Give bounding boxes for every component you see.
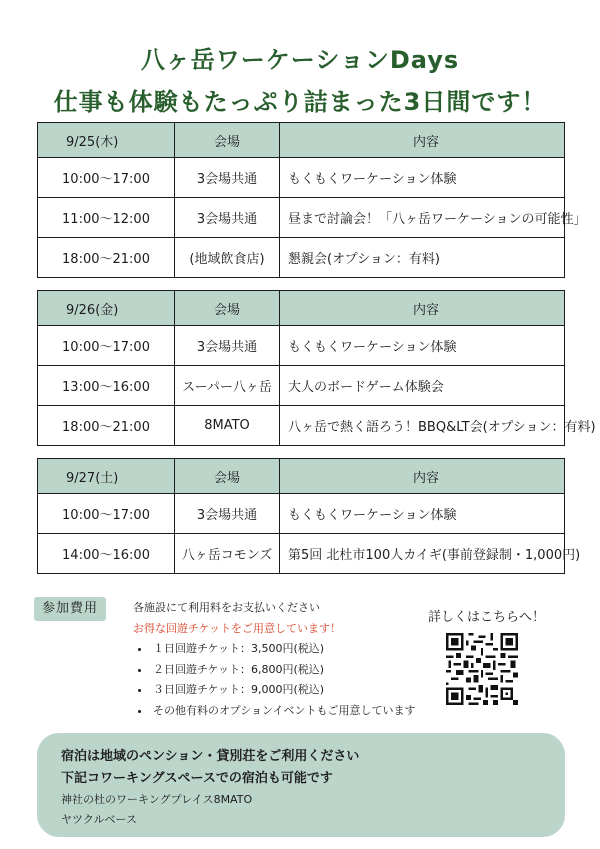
lodging-subheading: 下記コワーキングスペースでの宿泊も可能です	[61, 771, 333, 786]
content-header: 内容	[280, 291, 565, 326]
content-cell: 八ヶ岳で熱く語ろう！BBQ&LT会(オプション：有料)	[280, 406, 565, 446]
table-row	[38, 406, 565, 446]
time-cell: 10:00〜17:00	[38, 158, 175, 198]
schedule-table-day3	[37, 458, 581, 574]
content-cell: 懇親会(オプション：有料)	[280, 238, 565, 278]
fee-payment-note: 各施設にて利用料をお支払いください	[133, 601, 320, 614]
content-cell: もくもくワーケーション体験	[280, 158, 565, 198]
venue-cell: 3会場共通	[175, 158, 280, 198]
time-cell: 10:00〜17:00	[38, 326, 175, 366]
venue-header: 会場	[175, 459, 280, 494]
venue-header: 会場	[175, 123, 280, 158]
content-cell: もくもくワーケーション体験	[280, 494, 565, 534]
fee-ticket-note: お得な回遊チケットをご用意しています！	[133, 621, 342, 635]
date-header: 9/26(金)	[38, 291, 175, 326]
schedule-table-day1	[37, 122, 587, 278]
venue-cell: スーパー八ヶ岳	[175, 366, 280, 406]
schedule-table-day2	[37, 290, 596, 446]
time-cell: 18:00〜21:00	[38, 406, 175, 446]
table-row	[38, 158, 565, 198]
table-row	[38, 366, 565, 406]
lodging-heading: 宿泊は地域のペンション・貸別荘をご利用ください	[61, 749, 360, 764]
content-header: 内容	[280, 123, 565, 158]
time-cell: 10:00〜17:00	[38, 494, 175, 534]
date-header: 9/25(木)	[38, 123, 175, 158]
content-cell: 昼まで討論会！「八ヶ岳ワーケーションの可能性」	[280, 198, 565, 238]
venue-cell: (地域飲食店)	[175, 238, 280, 278]
lodging-info-box	[37, 733, 565, 837]
content-header: 内容	[280, 459, 565, 494]
fee-details	[133, 598, 415, 721]
venue-cell: 3会場共通	[175, 494, 280, 534]
table-row	[38, 238, 565, 278]
qr-code-icon[interactable]	[446, 633, 518, 705]
venue-header: 会場	[175, 291, 280, 326]
table-row	[38, 534, 565, 574]
page-title-line2: 仕事も体験もたっぷり詰まった3日間です！	[53, 88, 547, 116]
list-item: • ２日回遊チケット：6,800円(税込)	[151, 660, 415, 681]
content-cell: もくもくワーケーション体験	[280, 326, 565, 366]
more-info-text: 詳しくはこちらへ！	[428, 610, 546, 625]
content-cell: 第5回 北杜市100人カイギ(事前登録制・1,000円)	[280, 534, 565, 574]
time-cell: 14:00〜16:00	[38, 534, 175, 574]
venue-cell: 8MATO	[175, 406, 280, 446]
list-item: • その他有料のオプションイベントもご用意しています	[151, 701, 415, 722]
venue-cell: 3会場共通	[175, 198, 280, 238]
list-item: • ３日回遊チケット：9,000円(税込)	[151, 680, 415, 701]
table-row	[38, 326, 565, 366]
content-cell: 大人のボードゲーム体験会	[280, 366, 565, 406]
table-row	[38, 198, 565, 238]
time-cell: 18:00〜21:00	[38, 238, 175, 278]
table-header-row	[38, 291, 565, 326]
venue-cell: 八ヶ岳コモンズ	[175, 534, 280, 574]
table-header-row	[38, 459, 565, 494]
venue-cell: 3会場共通	[175, 326, 280, 366]
time-cell: 13:00〜16:00	[38, 366, 175, 406]
table-header-row	[38, 123, 565, 158]
ticket-list	[133, 639, 415, 721]
time-cell: 11:00〜12:00	[38, 198, 175, 238]
list-item: • １日回遊チケット：3,500円(税込)	[151, 639, 415, 660]
table-row	[38, 494, 565, 534]
page-title-line1: 八ヶ岳ワーケーションDays	[140, 46, 460, 74]
fee-badge: 参加費用	[34, 597, 106, 621]
lodging-venue-1: 神社の杜のワーキングプレイス8MATO	[61, 793, 253, 806]
date-header: 9/27(土)	[38, 459, 175, 494]
lodging-venue-2: ヤツクルベース	[61, 813, 138, 826]
